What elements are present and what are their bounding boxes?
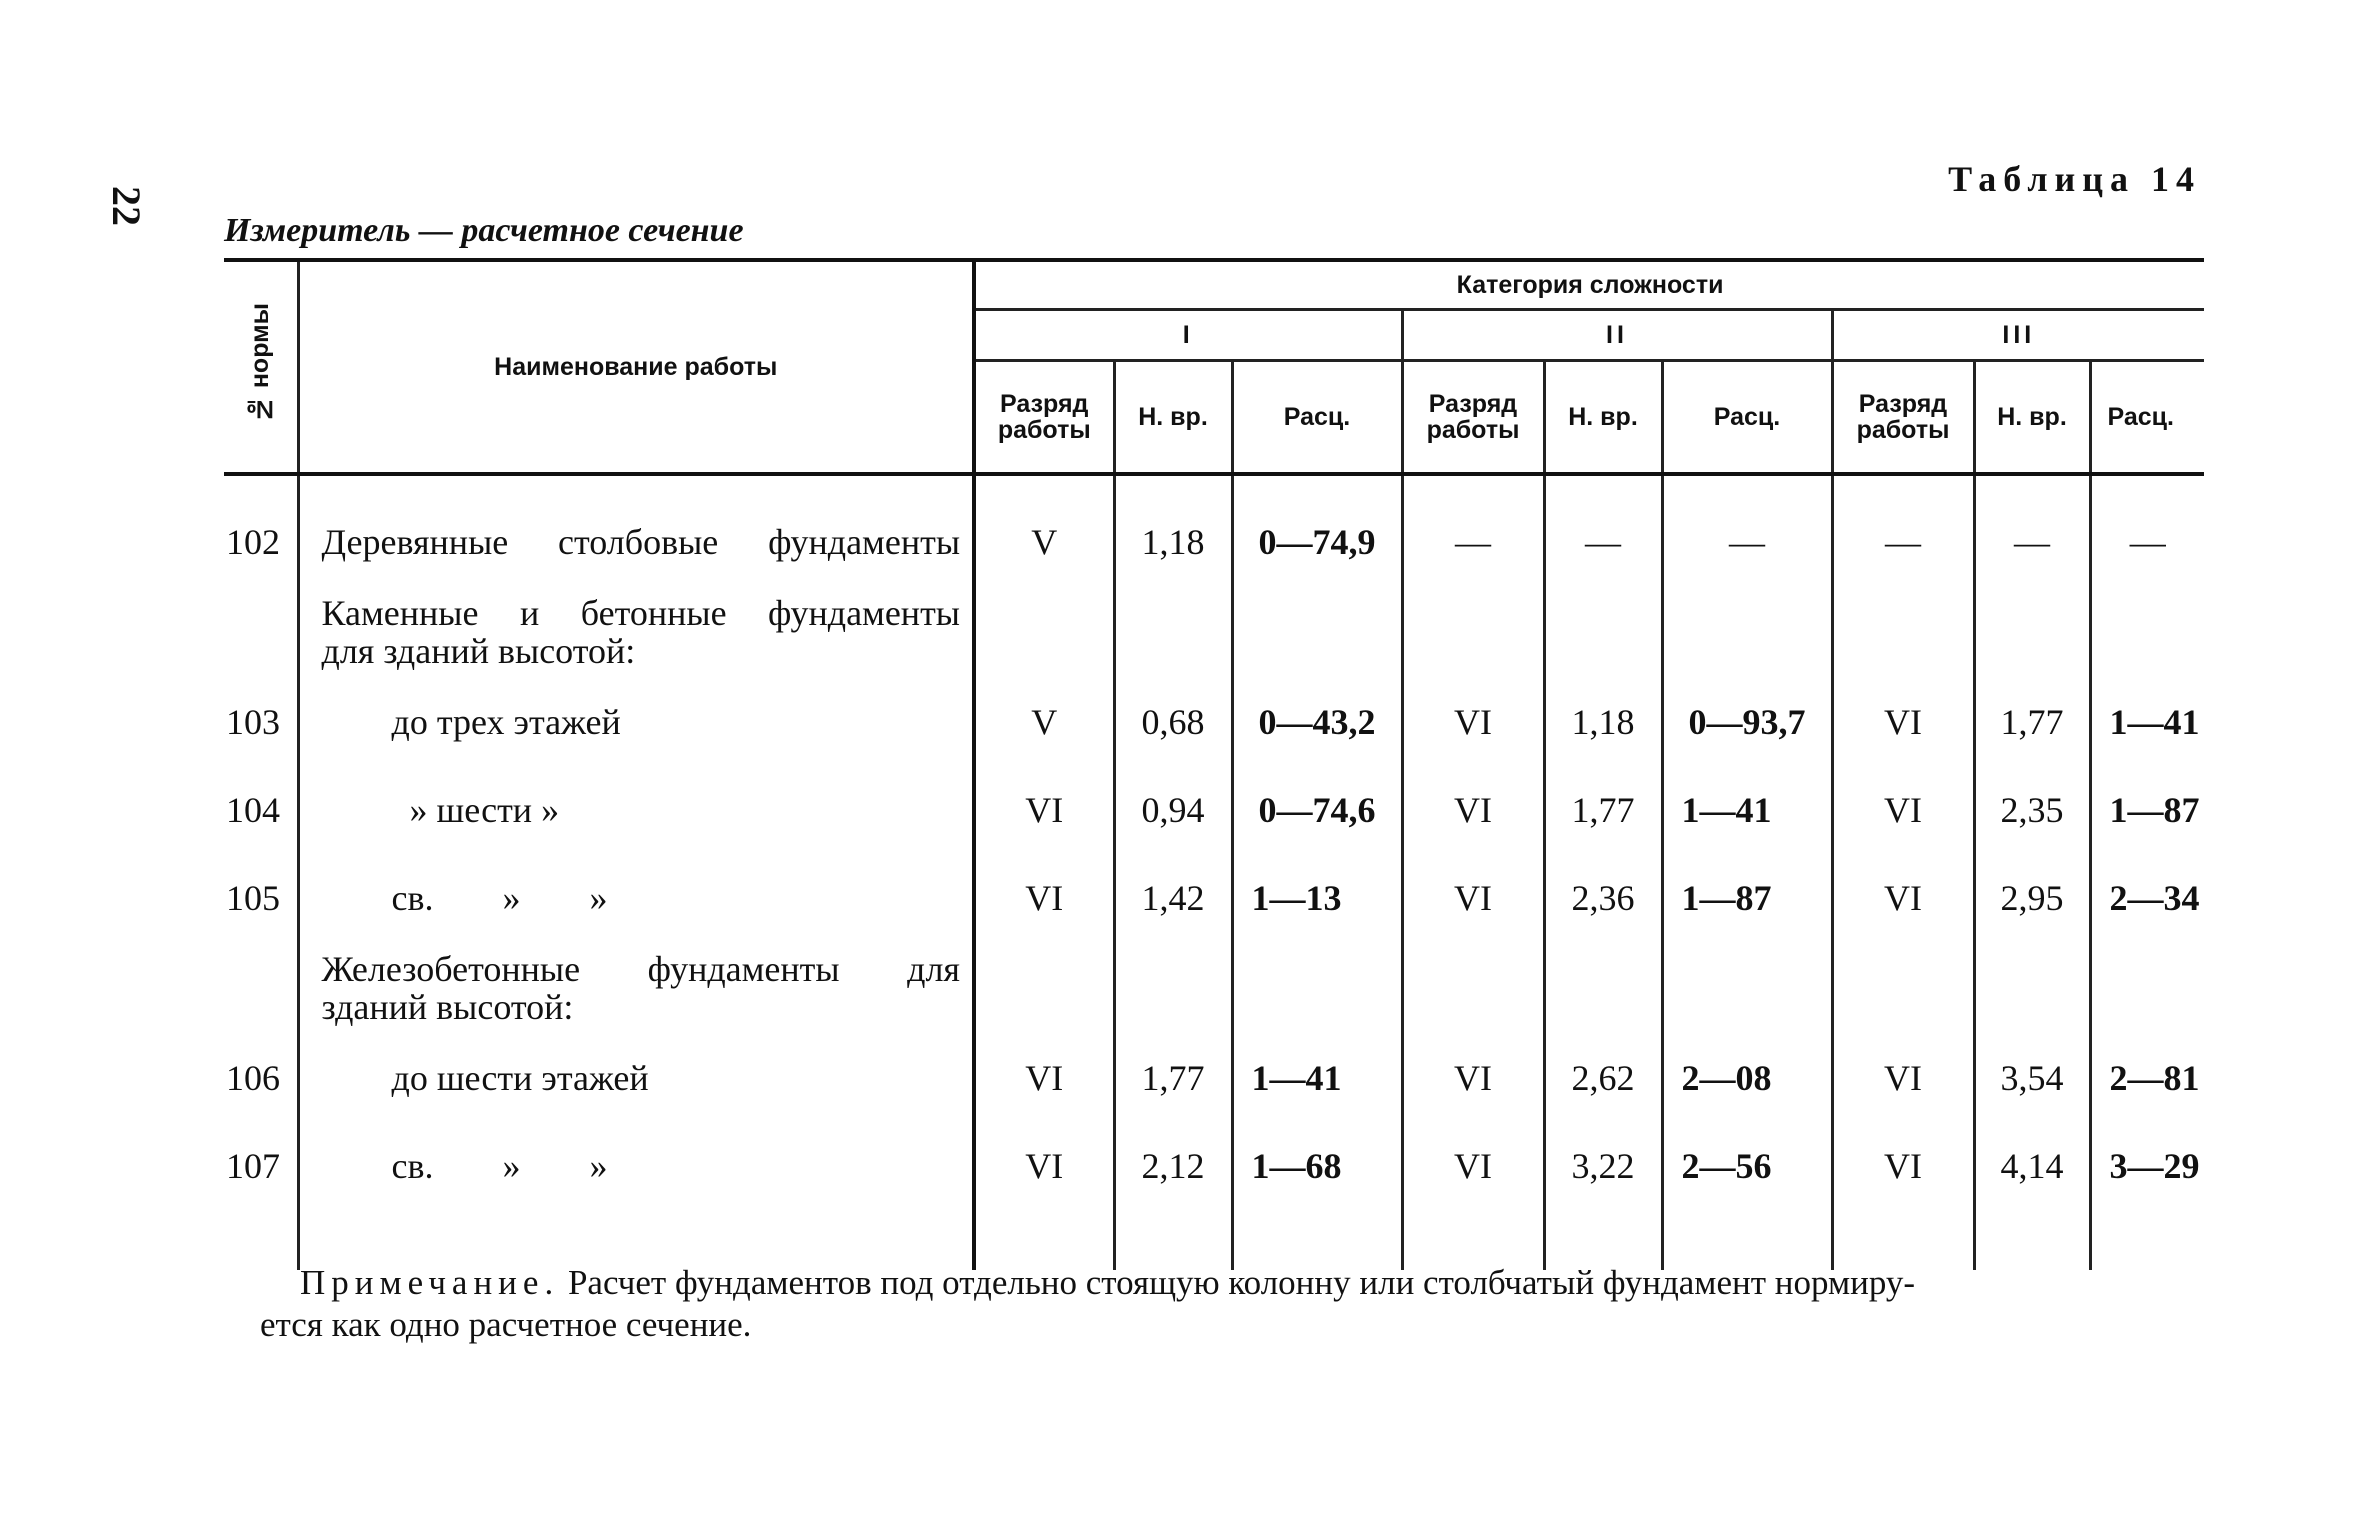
work-name: до шести этажей <box>298 1034 974 1122</box>
cell: V <box>974 678 1114 766</box>
norm-number: 105 <box>226 878 280 918</box>
group-heading-row <box>224 942 2204 1034</box>
norm-number: 107 <box>226 1146 280 1186</box>
cell: 2,35 <box>1974 766 2090 854</box>
work-name: » шести » <box>298 766 974 854</box>
cell: VI <box>1832 766 1974 854</box>
rate-header: Расц. <box>1662 361 1832 475</box>
cell: 0—74,9 <box>1232 498 1402 586</box>
cell: 3—29 <box>2090 1122 2204 1210</box>
level-i-header: I <box>974 310 1402 361</box>
cell: 1—68 <box>1232 1122 1402 1210</box>
cell: 2—34 <box>2090 854 2204 942</box>
group-heading: Железобетонные фундаменты для зданий высотой: <box>298 942 974 1034</box>
rate-header: Расц. <box>2090 361 2204 475</box>
measure-caption: Измеритель — расчетное сечение <box>224 212 744 249</box>
cell: 1—87 <box>1662 854 1832 942</box>
note-lead: Примечание. <box>300 1263 560 1302</box>
cell: — <box>1832 498 1974 586</box>
norms-table <box>224 258 2204 1270</box>
name-column-header: Наименование работы <box>494 352 778 381</box>
grade-header: Разряд работы <box>1832 361 1974 475</box>
cell: 1,18 <box>1114 498 1232 586</box>
cell: — <box>1974 498 2090 586</box>
cell: 4,14 <box>1974 1122 2090 1210</box>
level-iii-header: III <box>1832 310 2204 361</box>
cell: VI <box>974 854 1114 942</box>
page-number: 22 <box>104 186 149 226</box>
cell: 2—81 <box>2090 1034 2204 1122</box>
note-text: Расчет фундаментов под отдельно стоящую колонну или столбчатый фундамент нормиру- <box>567 1263 1916 1302</box>
cell: — <box>2090 498 2204 586</box>
table-row <box>224 854 2204 942</box>
cell: VI <box>974 766 1114 854</box>
table-row <box>224 498 2204 586</box>
cell: VI <box>1832 678 1974 766</box>
cell: VI <box>974 1122 1114 1210</box>
cell: 2,95 <box>1974 854 2090 942</box>
norm-number: 102 <box>226 522 280 562</box>
category-header: Категория сложности <box>974 260 2204 310</box>
cell: VI <box>974 1034 1114 1122</box>
cell: 0,94 <box>1114 766 1232 854</box>
cell: 1,18 <box>1544 678 1662 766</box>
cell: 3,54 <box>1974 1034 2090 1122</box>
work-name: Деревянные столбовые фундаменты <box>298 498 974 586</box>
cell: 1,77 <box>1114 1034 1232 1122</box>
table-row <box>224 1034 2204 1122</box>
cell: 0,68 <box>1114 678 1232 766</box>
cell: 2—08 <box>1662 1034 1832 1122</box>
cell: 2,12 <box>1114 1122 1232 1210</box>
norm-header: Н. вр. <box>1544 361 1662 475</box>
cell: — <box>1662 498 1832 586</box>
table-row <box>224 766 2204 854</box>
cell: 0—43,2 <box>1232 678 1402 766</box>
cell: 0—74,6 <box>1232 766 1402 854</box>
level-ii-header: II <box>1402 310 1832 361</box>
norm-header: Н. вр. <box>1974 361 2090 475</box>
table-row <box>224 1122 2204 1210</box>
cell: 2,36 <box>1544 854 1662 942</box>
rate-header: Расц. <box>1232 361 1402 475</box>
table-note <box>260 1262 2200 1346</box>
cell: VI <box>1402 1034 1544 1122</box>
cell: 1—41 <box>1232 1034 1402 1122</box>
cell: 1—41 <box>1662 766 1832 854</box>
cell: 3,22 <box>1544 1122 1662 1210</box>
cell: — <box>1544 498 1662 586</box>
cell: — <box>1402 498 1544 586</box>
grade-header: Разряд работы <box>974 361 1114 475</box>
group-heading-row <box>224 586 2204 678</box>
cell: 1,77 <box>1974 678 2090 766</box>
table-row <box>224 678 2204 766</box>
cell: 1,42 <box>1114 854 1232 942</box>
norm-number: 104 <box>226 790 280 830</box>
cell: 0—93,7 <box>1662 678 1832 766</box>
cell: VI <box>1402 1122 1544 1210</box>
cell: VI <box>1402 766 1544 854</box>
cell: 2—56 <box>1662 1122 1832 1210</box>
norm-number: 106 <box>226 1058 280 1098</box>
num-column-header: № нормы <box>224 260 298 474</box>
cell: 1,77 <box>1544 766 1662 854</box>
cell: 1—87 <box>2090 766 2204 854</box>
norm-header: Н. вр. <box>1114 361 1232 475</box>
cell: 1—13 <box>1232 854 1402 942</box>
cell: 1—41 <box>2090 678 2204 766</box>
cell: VI <box>1832 854 1974 942</box>
cell: VI <box>1832 1034 1974 1122</box>
norm-number: 103 <box>226 702 280 742</box>
group-heading: Каменные и бетонные фундаменты для зданий высотой: <box>298 586 974 678</box>
work-name: до трех этажей <box>298 678 974 766</box>
cell: VI <box>1832 1122 1974 1210</box>
work-name: св. » » <box>298 854 974 942</box>
grade-header: Разряд работы <box>1402 361 1544 475</box>
work-name: св. » » <box>298 1122 974 1210</box>
note-text-continued: ется как одно расчетное сечение. <box>260 1305 752 1344</box>
table-title: Таблица 14 <box>1948 159 2201 199</box>
cell: 2,62 <box>1544 1034 1662 1122</box>
cell: VI <box>1402 854 1544 942</box>
cell: VI <box>1402 678 1544 766</box>
cell: V <box>974 498 1114 586</box>
